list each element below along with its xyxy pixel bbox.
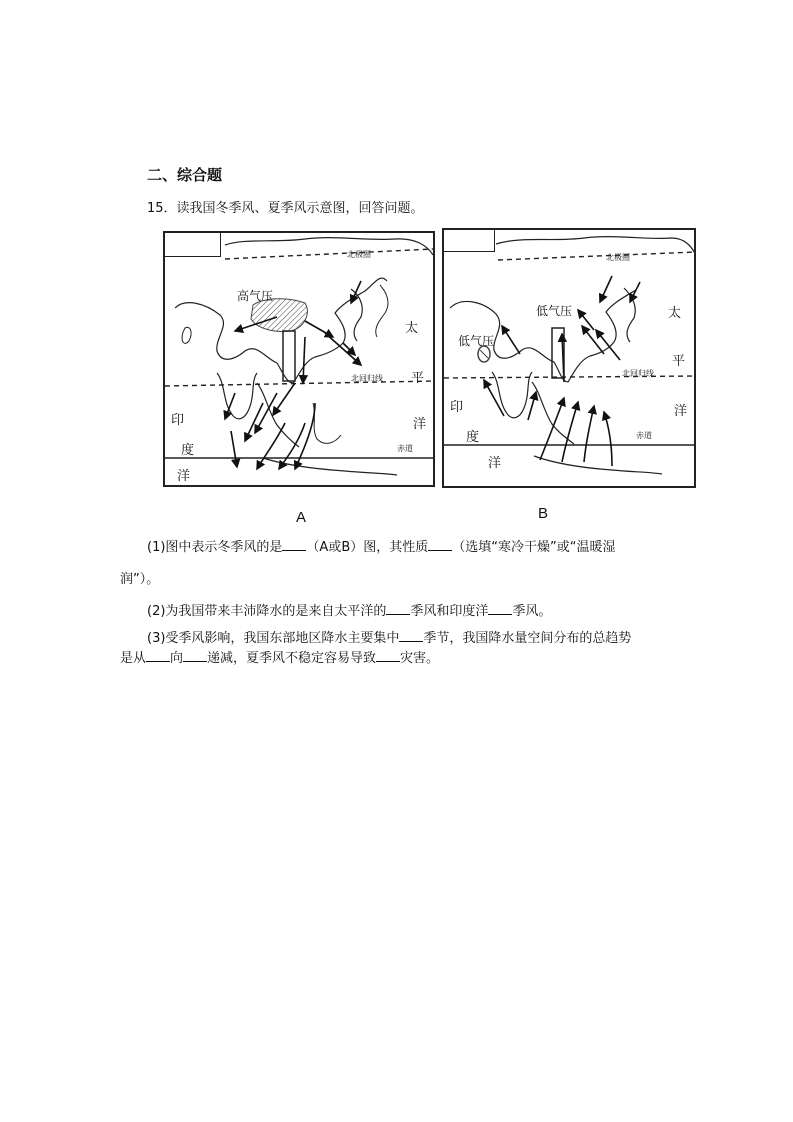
map-a-graphic [165, 233, 435, 487]
pacific-ping-label-b: 平 [672, 354, 686, 369]
q3-blank-2[interactable] [146, 649, 170, 662]
pacific-tai-label-b: 太 [668, 306, 682, 321]
q3-text-d: 向 [170, 651, 184, 666]
q1-blank-1[interactable] [282, 538, 306, 551]
map-a-caption: A [296, 509, 307, 526]
low-pressure-north-label: 低气压 [536, 304, 573, 318]
q2-text-b: 季风和印度洋 [410, 604, 489, 619]
indian-yin-label-b: 印 [450, 400, 464, 415]
q3-text-b: 季节，我国降水量空间分布的总趋势 [423, 631, 632, 646]
question-1-line-1 [147, 538, 615, 558]
q1-text-a: (1)图中表示冬季风的是 [147, 540, 283, 555]
pacific-tai-label: 太 [405, 321, 419, 336]
pacific-ping-label: 平 [411, 371, 425, 386]
indian-du-label-b: 度 [466, 430, 480, 445]
q3-text-a: (3)受季风影响，我国东部地区降水主要集中 [147, 631, 400, 646]
low-pressure-west-label: 低气压 [458, 334, 495, 348]
question-3-line-1 [147, 629, 631, 649]
pacific-yang-label: 洋 [413, 417, 427, 432]
equator-label: 赤道 [397, 444, 413, 453]
q3-text-f: 灾害。 [400, 651, 440, 666]
q3-blank-1[interactable] [399, 629, 423, 642]
map-a-legend-box [165, 233, 221, 257]
indian-du-label: 度 [181, 443, 195, 458]
tropic-label: 北回归线 [351, 374, 383, 383]
question-2 [147, 602, 551, 622]
indian-yang-label: 洋 [177, 469, 191, 484]
arctic-circle-label-b: 北极圈 [606, 253, 630, 262]
map-b-graphic [444, 230, 696, 488]
q1-text-b: （A或B）图，其性质 [306, 540, 429, 555]
indian-yang-label-b: 洋 [488, 456, 502, 471]
question-title: 15．读我国冬季风、夏季风示意图，回答问题。 [147, 201, 424, 216]
map-b-legend-box [444, 230, 495, 252]
map-b-caption: B [538, 505, 549, 522]
equator-label-b: 赤道 [636, 431, 652, 440]
q3-blank-4[interactable] [376, 649, 400, 662]
q2-blank-2[interactable] [488, 602, 512, 615]
q2-blank-1[interactable] [386, 602, 410, 615]
winter-monsoon-map [163, 231, 435, 487]
high-pressure-label: 高气压 [237, 289, 274, 303]
pacific-yang-label-b: 洋 [674, 404, 688, 419]
q3-text-e: 递减，夏季风不稳定容易导致 [207, 651, 377, 666]
tropic-label-b: 北回归线 [622, 369, 654, 378]
q3-text-c: 是从 [120, 651, 147, 666]
indian-yin-label: 印 [171, 413, 185, 428]
section-title: 二、综合题 [147, 166, 223, 184]
q1-blank-2[interactable] [428, 538, 452, 551]
arctic-circle-label: 北极圈 [347, 250, 371, 259]
q3-blank-3[interactable] [183, 649, 207, 662]
question-1-line-2: 润”）。 [120, 572, 160, 587]
question-3-line-2 [120, 649, 439, 669]
q2-text-c: 季风。 [512, 604, 552, 619]
q1-text-c: （选填“寒冷干燥”或“温暖湿 [452, 540, 616, 555]
summer-monsoon-map [442, 228, 696, 488]
q2-text-a: (2)为我国带来丰沛降水的是来自太平洋的 [147, 604, 387, 619]
